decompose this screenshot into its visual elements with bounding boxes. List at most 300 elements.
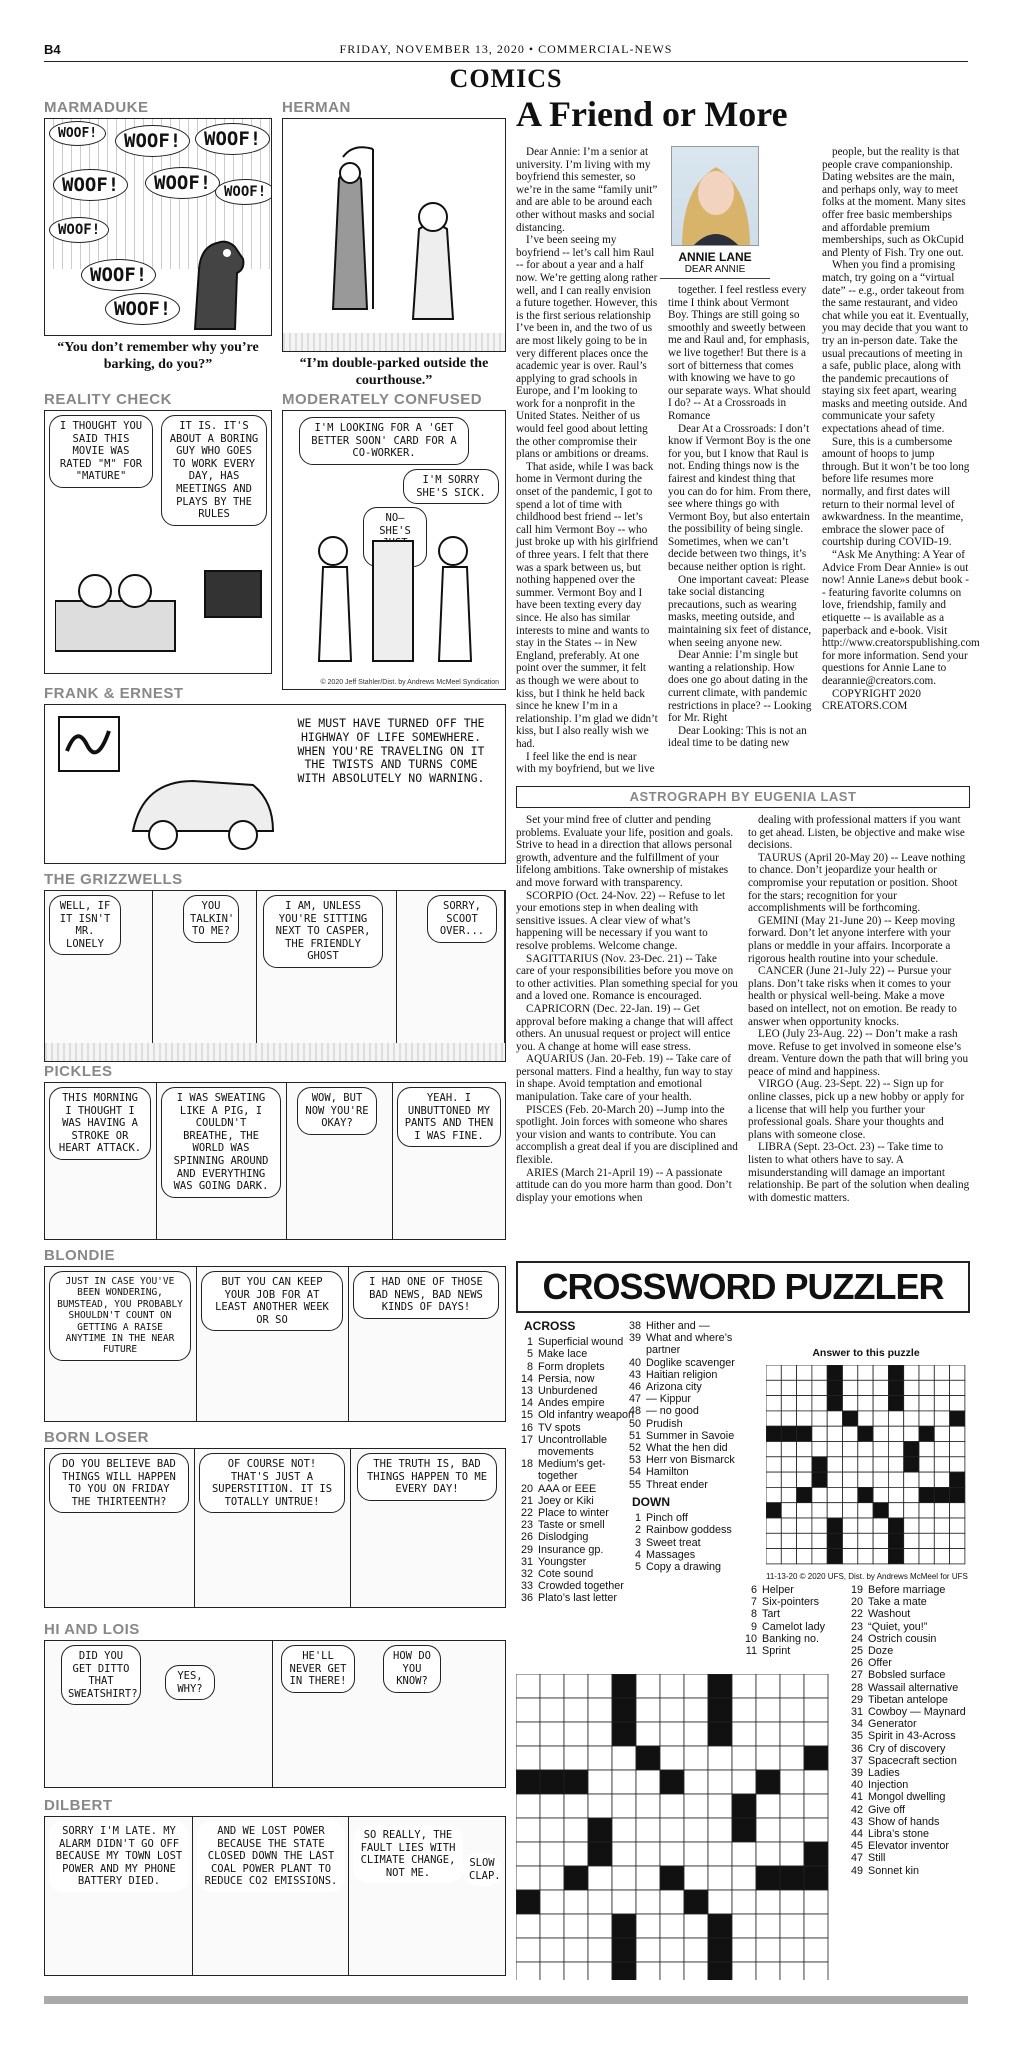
grid-cell[interactable] <box>812 1442 827 1457</box>
grid-cell[interactable] <box>756 1890 780 1914</box>
grid-cell[interactable] <box>797 1365 812 1380</box>
grid-cell[interactable] <box>781 1457 796 1472</box>
grid-cell[interactable] <box>756 1842 780 1866</box>
grid-cell[interactable] <box>781 1518 796 1533</box>
grid-cell[interactable] <box>660 1746 684 1770</box>
grid-cell[interactable] <box>950 1457 965 1472</box>
grid-cell[interactable] <box>540 1842 564 1866</box>
grid-cell[interactable] <box>708 1746 732 1770</box>
grid-cell[interactable] <box>516 1746 540 1770</box>
grid-cell[interactable] <box>797 1533 812 1548</box>
grid-cell[interactable] <box>934 1503 949 1518</box>
grid-block <box>516 1770 540 1794</box>
grid-cell[interactable] <box>756 1674 780 1698</box>
grid-cell[interactable] <box>873 1396 888 1411</box>
clue-number: 29 <box>850 1693 863 1706</box>
grid-cell[interactable] <box>636 1842 660 1866</box>
grid-cell[interactable] <box>858 1380 873 1395</box>
grid-cell[interactable] <box>858 1457 873 1472</box>
grid-cell[interactable] <box>564 1674 588 1698</box>
grid-cell[interactable] <box>797 1549 812 1564</box>
grid-cell[interactable] <box>540 1674 564 1698</box>
grid-cell[interactable] <box>780 1914 804 1938</box>
grid-cell[interactable] <box>804 1962 828 1980</box>
grid-cell[interactable] <box>873 1380 888 1395</box>
grid-cell[interactable] <box>873 1487 888 1502</box>
grid-cell[interactable] <box>858 1472 873 1487</box>
grid-cell[interactable] <box>804 1722 828 1746</box>
grid-cell[interactable] <box>540 1746 564 1770</box>
grid-cell[interactable] <box>858 1442 873 1457</box>
grid-cell[interactable] <box>612 1866 636 1890</box>
grid-cell[interactable] <box>780 1962 804 1980</box>
grid-cell[interactable] <box>781 1533 796 1548</box>
grid-block <box>684 1890 708 1914</box>
grid-cell[interactable] <box>904 1503 919 1518</box>
speech-bubble: DID YOU GET DITTO THAT SWEATSHIRT? <box>61 1645 141 1705</box>
grid-cell[interactable] <box>812 1487 827 1502</box>
grid-cell[interactable] <box>827 1457 842 1472</box>
grid-cell[interactable] <box>858 1533 873 1548</box>
grid-cell[interactable] <box>636 1698 660 1722</box>
grid-cell[interactable] <box>888 1426 903 1441</box>
grid-cell[interactable] <box>797 1442 812 1457</box>
grid-cell[interactable] <box>812 1396 827 1411</box>
grid-cell[interactable] <box>684 1698 708 1722</box>
grid-cell[interactable] <box>516 1866 540 1890</box>
grid-cell[interactable] <box>660 1818 684 1842</box>
grid-cell[interactable] <box>919 1472 934 1487</box>
grid-cell[interactable] <box>904 1533 919 1548</box>
grid-cell[interactable] <box>780 1842 804 1866</box>
grid-cell[interactable] <box>756 1914 780 1938</box>
grid-cell[interactable] <box>904 1396 919 1411</box>
grid-cell[interactable] <box>780 1794 804 1818</box>
grid-cell[interactable] <box>904 1426 919 1441</box>
grid-cell[interactable] <box>843 1426 858 1441</box>
crossword-clue <box>624 1369 750 1381</box>
grid-cell[interactable] <box>766 1442 781 1457</box>
grid-cell[interactable] <box>780 1770 804 1794</box>
grid-cell[interactable] <box>797 1457 812 1472</box>
grid-cell[interactable] <box>540 1794 564 1818</box>
grid-cell[interactable] <box>612 1770 636 1794</box>
grid-cell[interactable] <box>684 1770 708 1794</box>
grid-cell[interactable] <box>950 1365 965 1380</box>
grid-cell[interactable] <box>888 1411 903 1426</box>
grid-cell[interactable] <box>804 1890 828 1914</box>
grid-cell[interactable] <box>684 1866 708 1890</box>
grid-cell[interactable] <box>873 1442 888 1457</box>
grid-cell[interactable] <box>708 1842 732 1866</box>
grid-cell[interactable] <box>804 1674 828 1698</box>
grid-cell[interactable] <box>804 1938 828 1962</box>
grid-cell[interactable] <box>564 1962 588 1980</box>
grid-cell[interactable] <box>843 1472 858 1487</box>
grid-cell[interactable] <box>873 1365 888 1380</box>
grid-cell[interactable] <box>919 1442 934 1457</box>
grid-cell[interactable] <box>812 1533 827 1548</box>
grid-cell[interactable] <box>660 1962 684 1980</box>
grid-cell[interactable] <box>781 1380 796 1395</box>
grid-cell[interactable] <box>756 1722 780 1746</box>
grid-cell[interactable] <box>636 1866 660 1890</box>
grid-cell[interactable] <box>660 1914 684 1938</box>
grid-cell[interactable] <box>756 1698 780 1722</box>
clue-number: 43 <box>850 1815 863 1828</box>
grid-cell[interactable] <box>888 1487 903 1502</box>
grid-cell[interactable] <box>858 1518 873 1533</box>
grid-cell[interactable] <box>781 1411 796 1426</box>
grid-cell[interactable] <box>540 1818 564 1842</box>
grid-cell[interactable] <box>708 1818 732 1842</box>
grid-cell[interactable] <box>588 1962 612 1980</box>
grid-cell[interactable] <box>797 1503 812 1518</box>
clue-number: 4 <box>634 1548 641 1561</box>
grid-cell[interactable] <box>588 1794 612 1818</box>
grid-cell[interactable] <box>858 1365 873 1380</box>
grid-cell[interactable] <box>684 1842 708 1866</box>
grid-cell[interactable] <box>540 1698 564 1722</box>
grid-cell[interactable] <box>636 1890 660 1914</box>
grid-cell[interactable] <box>766 1549 781 1564</box>
grid-cell[interactable] <box>904 1487 919 1502</box>
grid-cell[interactable] <box>888 1472 903 1487</box>
grid-cell[interactable] <box>684 1962 708 1980</box>
grid-cell[interactable] <box>797 1411 812 1426</box>
grid-cell[interactable] <box>564 1722 588 1746</box>
grid-cell[interactable] <box>919 1549 934 1564</box>
grid-cell[interactable] <box>756 1818 780 1842</box>
grid-cell[interactable] <box>919 1411 934 1426</box>
grid-cell[interactable] <box>934 1518 949 1533</box>
grid-cell[interactable] <box>843 1396 858 1411</box>
grid-cell[interactable] <box>827 1487 842 1502</box>
grid-cell[interactable] <box>781 1365 796 1380</box>
grid-cell[interactable] <box>780 1818 804 1842</box>
grid-cell[interactable] <box>919 1380 934 1395</box>
grid-cell[interactable] <box>660 1938 684 1962</box>
grid-cell[interactable] <box>766 1533 781 1548</box>
grid-cell[interactable] <box>766 1380 781 1395</box>
grid-cell[interactable] <box>919 1396 934 1411</box>
grid-cell[interactable] <box>756 1962 780 1980</box>
grid-cell[interactable] <box>564 1818 588 1842</box>
grid-cell[interactable] <box>660 1890 684 1914</box>
grid-cell[interactable] <box>780 1746 804 1770</box>
grid-cell[interactable] <box>588 1938 612 1962</box>
grid-cell[interactable] <box>873 1472 888 1487</box>
grid-cell[interactable] <box>612 1746 636 1770</box>
grid-cell[interactable] <box>904 1380 919 1395</box>
grid-cell[interactable] <box>612 1890 636 1914</box>
grid-cell[interactable] <box>858 1549 873 1564</box>
grid-cell[interactable] <box>780 1938 804 1962</box>
grid-cell[interactable] <box>564 1746 588 1770</box>
grid-cell[interactable] <box>732 1842 756 1866</box>
grid-cell[interactable] <box>708 1770 732 1794</box>
grid-cell[interactable] <box>540 1914 564 1938</box>
grid-cell[interactable] <box>708 1866 732 1890</box>
grid-cell[interactable] <box>660 1698 684 1722</box>
grid-cell[interactable] <box>919 1533 934 1548</box>
grid-cell[interactable] <box>780 1698 804 1722</box>
grid-cell[interactable] <box>780 1722 804 1746</box>
comic-title: PICKLES <box>44 1063 113 1080</box>
grid-cell[interactable] <box>934 1533 949 1548</box>
grid-cell[interactable] <box>588 1914 612 1938</box>
grid-cell[interactable] <box>636 1938 660 1962</box>
grid-cell[interactable] <box>950 1396 965 1411</box>
grid-block <box>888 1365 903 1380</box>
grid-cell[interactable] <box>612 1818 636 1842</box>
grid-cell[interactable] <box>660 1842 684 1866</box>
grid-cell[interactable] <box>708 1890 732 1914</box>
grid-cell[interactable] <box>812 1365 827 1380</box>
grid-cell[interactable] <box>804 1698 828 1722</box>
grid-cell[interactable] <box>781 1442 796 1457</box>
grid-cell[interactable] <box>588 1770 612 1794</box>
crossword-grid[interactable] <box>516 1674 836 1980</box>
grid-cell[interactable] <box>636 1962 660 1980</box>
grid-cell[interactable] <box>636 1674 660 1698</box>
grid-cell[interactable] <box>919 1365 934 1380</box>
grid-cell[interactable] <box>919 1518 934 1533</box>
grid-cell[interactable] <box>516 1794 540 1818</box>
grid-cell[interactable] <box>766 1472 781 1487</box>
grid-cell[interactable] <box>732 1962 756 1980</box>
grid-cell[interactable] <box>756 1794 780 1818</box>
grid-cell[interactable] <box>797 1518 812 1533</box>
grid-cell[interactable] <box>812 1518 827 1533</box>
grid-cell[interactable] <box>766 1457 781 1472</box>
grid-cell[interactable] <box>766 1396 781 1411</box>
grid-cell[interactable] <box>732 1866 756 1890</box>
grid-cell[interactable] <box>934 1549 949 1564</box>
grid-cell[interactable] <box>858 1503 873 1518</box>
grid-cell[interactable] <box>843 1549 858 1564</box>
grid-cell[interactable] <box>934 1396 949 1411</box>
clue-number: 20 <box>520 1482 533 1495</box>
woof-word: WOOF! <box>53 169 128 201</box>
grid-cell[interactable] <box>684 1794 708 1818</box>
grid-cell[interactable] <box>873 1426 888 1441</box>
clue-number: 38 <box>628 1320 641 1332</box>
grid-cell[interactable] <box>780 1674 804 1698</box>
grid-cell[interactable] <box>540 1938 564 1962</box>
grid-cell[interactable] <box>588 1698 612 1722</box>
grid-cell[interactable] <box>564 1914 588 1938</box>
grid-cell[interactable] <box>516 1938 540 1962</box>
grid-cell[interactable] <box>540 1866 564 1890</box>
clue-text: Helper <box>762 1584 794 1596</box>
grid-cell[interactable] <box>732 1770 756 1794</box>
grid-cell[interactable] <box>636 1914 660 1938</box>
grid-cell[interactable] <box>843 1457 858 1472</box>
clue-text: Plato’s last letter <box>538 1592 618 1605</box>
grid-cell[interactable] <box>812 1503 827 1518</box>
grid-cell[interactable] <box>827 1472 842 1487</box>
grid-cell[interactable] <box>843 1503 858 1518</box>
grid-cell[interactable] <box>904 1518 919 1533</box>
grid-cell[interactable] <box>684 1914 708 1938</box>
grid-cell[interactable] <box>843 1518 858 1533</box>
grid-cell[interactable] <box>843 1380 858 1395</box>
grid-cell[interactable] <box>588 1746 612 1770</box>
grid-cell[interactable] <box>873 1549 888 1564</box>
grid-cell[interactable] <box>804 1770 828 1794</box>
grid-cell[interactable] <box>660 1722 684 1746</box>
grid-cell[interactable] <box>858 1396 873 1411</box>
grid-cell[interactable] <box>804 1794 828 1818</box>
crossword-clue <box>740 1608 850 1620</box>
grid-cell[interactable] <box>804 1818 828 1842</box>
grid-cell[interactable] <box>540 1962 564 1980</box>
grid-cell[interactable] <box>904 1472 919 1487</box>
grid-cell[interactable] <box>950 1503 965 1518</box>
grid-cell[interactable] <box>612 1842 636 1866</box>
grid-cell[interactable] <box>919 1503 934 1518</box>
grid-cell[interactable] <box>636 1794 660 1818</box>
grid-cell[interactable] <box>781 1487 796 1502</box>
grid-cell[interactable] <box>564 1794 588 1818</box>
grid-cell[interactable] <box>766 1411 781 1426</box>
grid-cell[interactable] <box>516 1698 540 1722</box>
grid-cell[interactable] <box>812 1380 827 1395</box>
grid-cell[interactable] <box>684 1818 708 1842</box>
grid-cell[interactable] <box>873 1518 888 1533</box>
grid-cell[interactable] <box>564 1890 588 1914</box>
grid-cell[interactable] <box>934 1380 949 1395</box>
grid-cell[interactable] <box>660 1674 684 1698</box>
grid-cell[interactable] <box>934 1411 949 1426</box>
grid-cell[interactable] <box>797 1396 812 1411</box>
grid-cell[interactable] <box>756 1938 780 1962</box>
grid-cell[interactable] <box>636 1818 660 1842</box>
grid-cell[interactable] <box>564 1938 588 1962</box>
grid-cell[interactable] <box>588 1674 612 1698</box>
grid-cell[interactable] <box>950 1380 965 1395</box>
grid-cell[interactable] <box>950 1442 965 1457</box>
grid-cell[interactable] <box>781 1503 796 1518</box>
grid-cell[interactable] <box>564 1842 588 1866</box>
crossword-clue <box>624 1418 750 1430</box>
grid-cell[interactable] <box>843 1365 858 1380</box>
grid-cell[interactable] <box>873 1533 888 1548</box>
grid-cell[interactable] <box>766 1365 781 1380</box>
grid-cell[interactable] <box>904 1365 919 1380</box>
grid-cell[interactable] <box>950 1533 965 1548</box>
grid-cell[interactable] <box>781 1396 796 1411</box>
grid-cell[interactable] <box>812 1411 827 1426</box>
grid-cell[interactable] <box>827 1442 842 1457</box>
grid-cell[interactable] <box>873 1457 888 1472</box>
grid-cell[interactable] <box>588 1866 612 1890</box>
grid-cell[interactable] <box>827 1411 842 1426</box>
grid-cell[interactable] <box>732 1938 756 1962</box>
grid-cell[interactable] <box>827 1426 842 1441</box>
grid-cell[interactable] <box>934 1457 949 1472</box>
grid-cell[interactable] <box>827 1503 842 1518</box>
grid-cell[interactable] <box>797 1380 812 1395</box>
grid-cell[interactable] <box>873 1411 888 1426</box>
grid-cell[interactable] <box>732 1722 756 1746</box>
grid-cell[interactable] <box>612 1794 636 1818</box>
grid-cell[interactable] <box>904 1549 919 1564</box>
grid-cell[interactable] <box>812 1426 827 1441</box>
grid-cell[interactable] <box>516 1674 540 1698</box>
grid-cell[interactable] <box>858 1411 873 1426</box>
grid-cell[interactable] <box>516 1962 540 1980</box>
grid-cell[interactable] <box>804 1914 828 1938</box>
grid-cell[interactable] <box>516 1722 540 1746</box>
clue-number: 42 <box>850 1803 863 1816</box>
grid-cell[interactable] <box>708 1794 732 1818</box>
grid-cell[interactable] <box>812 1549 827 1564</box>
grid-cell[interactable] <box>684 1938 708 1962</box>
grid-cell[interactable] <box>950 1518 965 1533</box>
grid-cell[interactable] <box>732 1890 756 1914</box>
grid-cell[interactable] <box>797 1472 812 1487</box>
grid-cell[interactable] <box>934 1472 949 1487</box>
grid-block <box>797 1487 812 1502</box>
grid-cell[interactable] <box>564 1698 588 1722</box>
grid-cell[interactable] <box>732 1674 756 1698</box>
car-illustration <box>53 711 283 861</box>
grid-cell[interactable] <box>588 1722 612 1746</box>
grid-cell[interactable] <box>934 1442 949 1457</box>
clue-text: Spacecraft section <box>868 1754 957 1767</box>
grid-cell[interactable] <box>934 1426 949 1441</box>
grid-cell[interactable] <box>766 1487 781 1502</box>
grid-cell[interactable] <box>843 1442 858 1457</box>
grid-cell[interactable] <box>904 1411 919 1426</box>
grid-cell[interactable] <box>766 1518 781 1533</box>
grid-block <box>588 1842 612 1866</box>
grid-cell[interactable] <box>636 1770 660 1794</box>
grid-cell[interactable] <box>756 1746 780 1770</box>
grid-cell[interactable] <box>540 1890 564 1914</box>
grid-cell[interactable] <box>781 1472 796 1487</box>
grid-cell[interactable] <box>950 1426 965 1441</box>
grid-cell[interactable] <box>516 1818 540 1842</box>
grid-cell[interactable] <box>732 1698 756 1722</box>
grid-cell[interactable] <box>684 1674 708 1698</box>
grid-cell[interactable] <box>684 1722 708 1746</box>
grid-cell[interactable] <box>660 1794 684 1818</box>
grid-cell[interactable] <box>888 1503 903 1518</box>
grid-cell[interactable] <box>888 1457 903 1472</box>
grid-cell[interactable] <box>781 1549 796 1564</box>
grid-cell[interactable] <box>919 1457 934 1472</box>
grid-cell[interactable] <box>934 1365 949 1380</box>
grid-cell[interactable] <box>888 1442 903 1457</box>
grid-cell[interactable] <box>684 1746 708 1770</box>
grid-cell[interactable] <box>950 1549 965 1564</box>
grid-cell[interactable] <box>732 1746 756 1770</box>
grid-cell[interactable] <box>516 1842 540 1866</box>
grid-cell[interactable] <box>843 1487 858 1502</box>
grid-cell[interactable] <box>843 1533 858 1548</box>
grid-cell[interactable] <box>732 1914 756 1938</box>
grid-cell[interactable] <box>588 1890 612 1914</box>
grid-cell[interactable] <box>516 1914 540 1938</box>
grid-cell[interactable] <box>780 1890 804 1914</box>
grid-cell[interactable] <box>540 1722 564 1746</box>
clue-text: Ladies <box>868 1767 900 1780</box>
grid-cell[interactable] <box>636 1722 660 1746</box>
clue-text: Hither and — <box>646 1320 710 1332</box>
